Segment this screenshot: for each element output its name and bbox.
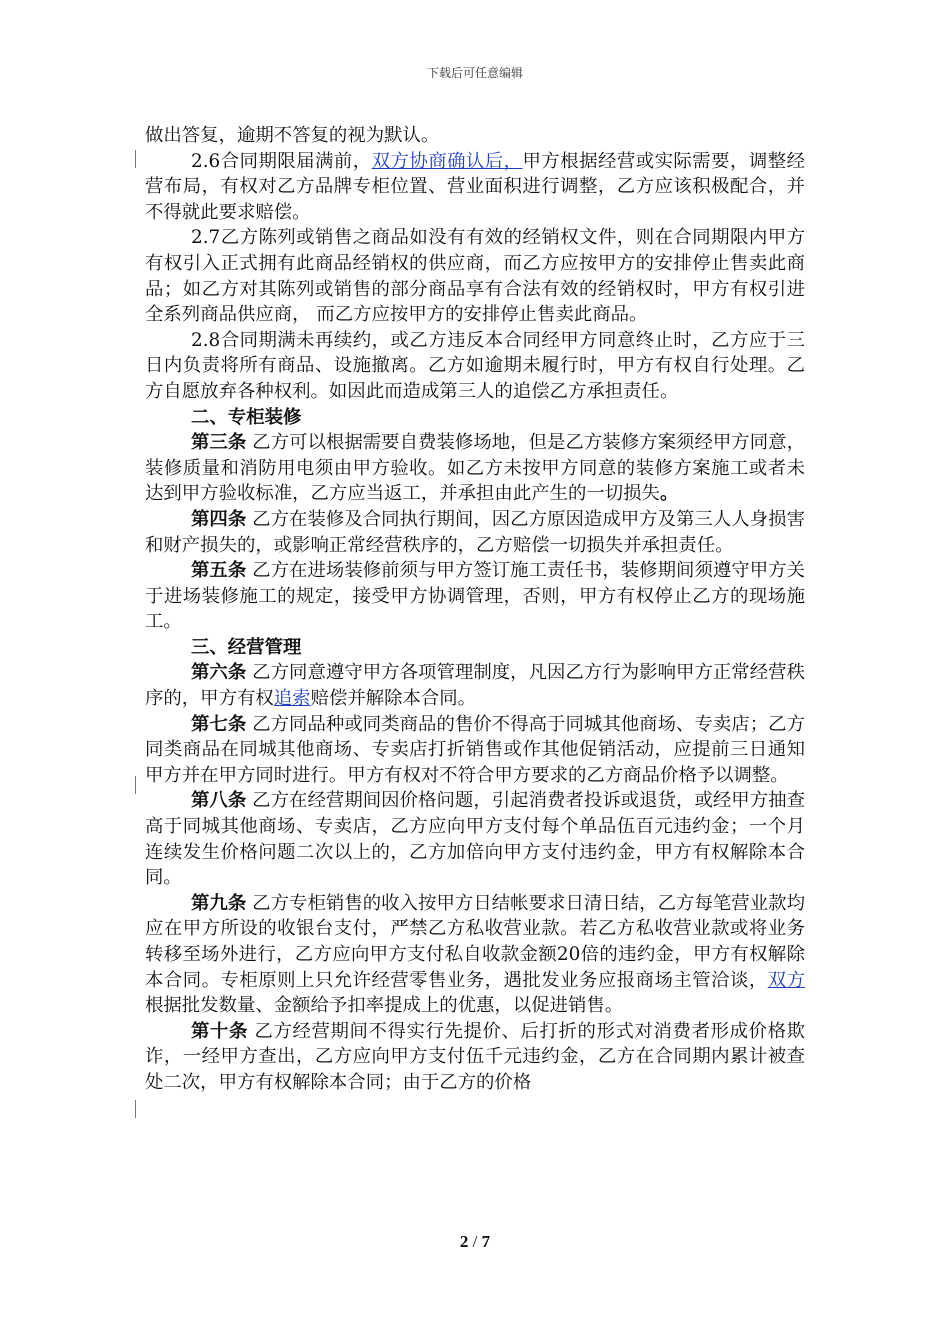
article-title: 第六条: [191, 662, 247, 684]
article-5: 第五条 乙方在进场装修前须与甲方签订施工责任书，装修期间须遵守甲方关于进场装修施工的规定，接受甲方协调管理，否则，甲方有权停止乙方的现场施工。: [145, 560, 805, 633]
document-body: [145, 123, 805, 1096]
article-title: 第八条: [191, 790, 247, 812]
article-title: 第四条: [191, 508, 247, 530]
tracked-change-link[interactable]: 双方协商确认后，: [371, 150, 523, 172]
section-heading-decoration: 二、专柜装修: [191, 406, 302, 428]
article-3: 第三条 乙方可以根据需要自费装修场地，但是乙方装修方案须经甲方同意，装修质量和消防用电须由甲方验收。如乙方未按甲方同意的装修方案施工或者未达到甲方验收标准，乙方应当返工，并承担由此产生的一切损失。: [145, 432, 805, 505]
article-title: 第十条: [191, 1020, 249, 1042]
change-bar: [135, 150, 136, 168]
total-pages: 7: [481, 1232, 491, 1251]
clause-2-8: 2.8合同期满未再续约，或乙方违反本合同经甲方同意终止时，乙方应于三日内负责将所有商品、设施撤离。乙方如逾期未履行时，甲方有权自行处理。乙方自愿放弃各种权利。如因此而造成第三人的追偿乙方承担责任。: [145, 329, 805, 402]
clause-2-7: 2.7乙方陈列或销售之商品如没有有效的经销权文件，则在合同期限内甲方有权引入正式拥有此商品经销权的供应商，而乙方应按甲方的安排停止售卖此商品；如乙方对其陈列或销售的部分商品享有合法有效的经销权时，甲方有权引进全系列商品供应商， 而乙方应按甲方的安排停止售卖此商品。: [145, 227, 805, 326]
article-6: 第六条 乙方同意遵守甲方各项管理制度，凡因乙方行为影响甲方正常经营秩序的，甲方有权追索赔偿并解除本合同。: [145, 662, 805, 710]
article-title: 第五条: [191, 560, 247, 582]
article-title: 第九条: [191, 892, 247, 914]
tracked-change-link[interactable]: 追索: [273, 688, 311, 710]
section-heading-management: 三、经营管理: [191, 636, 302, 658]
page-header: 下载后可任意编辑: [426, 66, 523, 80]
page-separator: /: [468, 1232, 482, 1251]
article-title: 第三条: [191, 432, 247, 454]
paragraph: 做出答复，逾期不答复的视为默认。: [145, 125, 440, 146]
article-7: 第七条 乙方同品种或同类商品的售价不得高于同城其他商场、专卖店；乙方同类商品在同城其他商场、专卖店打折销售或作其他促销活动，应提前三日通知甲方并在甲方同时进行。甲方有权对不符合甲方要求的乙方商品价格予以调整。: [145, 713, 805, 786]
article-10: 第十条 乙方经营期间不得实行先提价、后打折的形式对消费者形成价格欺诈，一经甲方查出，乙方应向甲方支付伍千元违约金，乙方在合同期内累计被查处二次，甲方有权解除本合同；由于乙方的价格: [145, 1020, 805, 1093]
change-bar: [135, 776, 136, 794]
clause-2-6: 2.6合同期限届满前，双方协商确认后，甲方根据经营或实际需要，调整经营布局，有权对乙方品牌专柜位置、营业面积进行调整，乙方应该积极配合，并不得就此要求赔偿。: [145, 150, 805, 223]
article-4: 第四条 乙方在装修及合同执行期间，因乙方原因造成甲方及第三人人身损害和财产损失的，或影响正常经营秩序的，乙方赔偿一切损失并承担责任。: [145, 508, 805, 556]
page-number: [0, 1232, 950, 1252]
current-page: 2: [459, 1232, 469, 1251]
article-8: 第八条 乙方在经营期间因价格问题，引起消费者投诉或退货，或经甲方抽查高于同城其他商场、专卖店，乙方应向甲方支付每个单品伍百元违约金；一个月连续发生价格问题二次以上的，乙方加倍向甲方支付违约金，甲方有权解除本合同。: [145, 790, 805, 889]
change-bar: [135, 1100, 136, 1118]
article-9: 第九条 乙方专柜销售的收入按甲方日结帐要求日清日结，乙方每笔营业款均应在甲方所设的收银台支付，严禁乙方私收营业款。若乙方私收营业款或将业务转移至场外进行，乙方应向甲方支付私自收款金额20倍的违约金，甲方有权解除本合同。专柜原则上只允许经营零售业务，遇批发业务应报商场主管洽谈，双方根据批发数量、金额给予扣率提成上的优惠，以促进销售。: [145, 892, 805, 1017]
article-title: 第七条: [191, 713, 247, 735]
tracked-change-link[interactable]: 双方: [767, 969, 805, 991]
